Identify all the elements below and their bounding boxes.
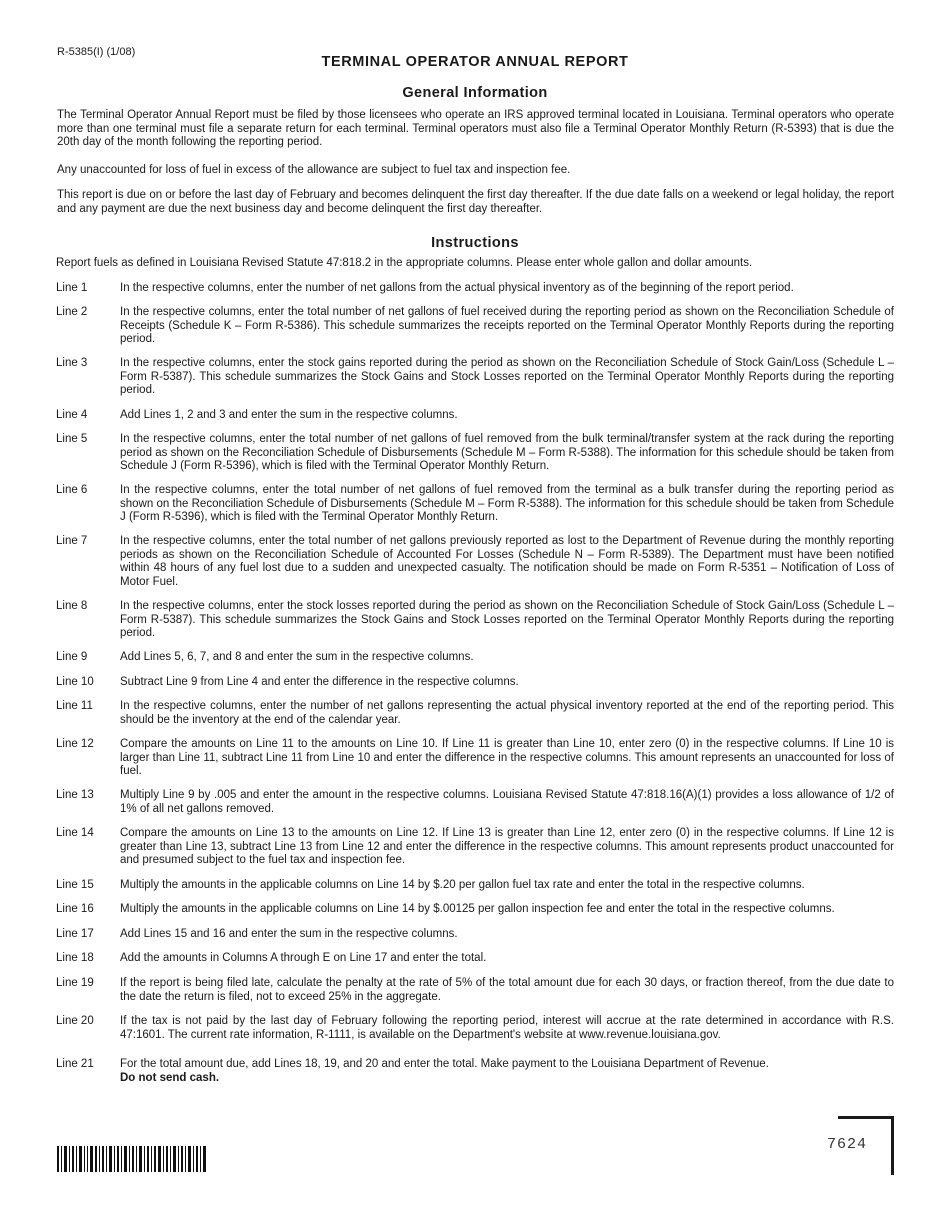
line-label: Line 17: [56, 928, 94, 940]
general-paragraph: This report is due on or before the last day of February and becomes delinquent the first day thereafter. If the due date falls on a weekend or legal holiday, the report and any payment are due the next business day and become delinquent the first day thereafter.: [57, 189, 894, 215]
form-number: 7624: [827, 1136, 868, 1153]
line-label: Line 11: [56, 700, 93, 712]
line-label: Line 2: [56, 306, 88, 318]
line-label: Line 15: [56, 879, 94, 891]
instruction-line: [56, 879, 894, 893]
instruction-line: [56, 1058, 894, 1085]
instruction-line: [56, 433, 894, 474]
instruction-line: [56, 1015, 894, 1042]
instructions-heading: Instructions: [431, 235, 519, 251]
line-text: If the tax is not paid by the last day of February following the reporting period, interest will accrue at the rate determined in accordance with R.S. 47:1601. The current rate information, R-1111, is available on the Department's website at www.revenue.louisiana.gov.: [120, 1015, 894, 1041]
line-text: Subtract Line 9 from Line 4 and enter the difference in the respective columns.: [120, 676, 519, 688]
instruction-line: [56, 738, 894, 779]
line-text-body: For the total amount due, add Lines 18, 19, and 20 and enter the total. Make payment to the Louisiana Department of Revenue.: [120, 1058, 769, 1070]
instruction-line: [56, 600, 894, 641]
line-text: Compare the amounts on Line 11 to the amounts on Line 10. If Line 11 is greater than Line 10, enter zero (0) in the respective columns. If Line 10 is larger than Line 11, subtract Line 11 from Line 10 and enter the difference in the respective columns. This amount represents an unaccounted for loss of fuel.: [120, 738, 894, 778]
line-label: Line 4: [56, 409, 88, 421]
line-text: In the respective columns, enter the total number of net gallons previously reported as lost to the Department of Revenue during the monthly reporting periods as shown on the Reconciliation Schedule of Accounted For Losses (Schedule N – Form R-5389). The Department must have been notified within 48 hours of any fuel lost due to a sudden and unexpected casualty. The notification should be made on Form R-5351 – Notification of Loss of Motor Fuel.: [120, 535, 894, 588]
line-text: In the respective columns, enter the stock gains reported during the period as shown on the Reconciliation Schedule of Stock Gain/Loss (Schedule L – Form R-5387). This schedule summarizes the Stock Gains and Stock Losses reported on the Terminal Operator Monthly Reports during the reporting period.: [120, 357, 894, 397]
general-paragraph: Any unaccounted for loss of fuel in excess of the allowance are subject to fuel tax and inspection fee.: [57, 164, 571, 176]
line-text: [120, 1058, 894, 1085]
line-text: Multiply the amounts in the applicable columns on Line 14 by $.00125 per gallon inspection fee and enter the total in the respective columns.: [120, 903, 835, 915]
page-title: TERMINAL OPERATOR ANNUAL REPORT: [321, 54, 629, 70]
instruction-line: [56, 357, 894, 398]
instruction-line: [56, 282, 894, 296]
line-label: Line 7: [56, 535, 88, 547]
instructions-intro: Report fuels as defined in Louisiana Revised Statute 47:818.2 in the appropriate columns. Please enter whole gallon and dollar amounts.: [56, 257, 753, 269]
line-text: Add Lines 5, 6, 7, and 8 and enter the sum in the respective columns.: [120, 651, 474, 663]
instruction-line: [56, 676, 894, 690]
line-label: Line 8: [56, 600, 88, 612]
line-text: In the respective columns, enter the total number of net gallons of fuel removed from the bulk terminal/transfer system at the rack during the reporting period as shown on the Reconciliation Schedule of Disbursements (Schedule M – Form R-5388). The information for this schedule should be taken from Schedule J (Form R-5396), which is filed with the Terminal Operator Monthly Return.: [120, 433, 894, 473]
line-text: In the respective columns, enter the stock losses reported during the period as shown on the Reconciliation Schedule of Stock Gain/Loss (Schedule L – Form R-5387). This schedule summarizes the Stock Gains and Stock Losses reported on the Terminal Operator Monthly Reports during the reporting period.: [120, 600, 894, 640]
line-text: Multiply Line 9 by .005 and enter the amount in the respective columns. Louisiana Revised Statute 47:818.16(A)(1) provides a loss allowance of 1/2 of 1% of all net gallons removed.: [120, 789, 894, 815]
line-label: Line 1: [56, 282, 88, 294]
line-label: Line 13: [56, 789, 94, 801]
line-label: Line 21: [56, 1058, 94, 1070]
line-text: In the respective columns, enter the total number of net gallons of fuel received during the reporting period as shown on the Reconciliation Schedule of Receipts (Schedule K – Form R-5386). This schedule summarizes the receipts reported on the Terminal Operator Monthly Reports during the reporting period.: [120, 306, 894, 346]
line-text: In the respective columns, enter the number of net gallons from the actual physical inventory as of the beginning of the report period.: [120, 282, 794, 294]
instruction-line: [56, 651, 894, 665]
line-label: Line 3: [56, 357, 88, 369]
line-label: Line 12: [56, 738, 94, 750]
instruction-line: [56, 952, 894, 966]
line-text: Compare the amounts on Line 13 to the amounts on Line 12. If Line 13 is greater than Line 12, enter zero (0) in the respective columns. If Line 12 is greater than Line 13, subtract Line 13 from Line 12 and enter the difference in the respective columns. This amount represents product unaccounted for and presumed subject to the fuel tax and inspection fee.: [120, 827, 894, 867]
instruction-line: [56, 700, 894, 727]
instruction-line: [56, 903, 894, 917]
line-label: Line 5: [56, 433, 88, 445]
instruction-line: [56, 409, 894, 423]
general-paragraph: The Terminal Operator Annual Report must be filed by those licensees who operate an IRS approved terminal located in Louisiana. Terminal operators who operate more than one terminal must file a separate return for each terminal. Terminal operators must also file a Terminal Operator Monthly Return (R-5393) that is due the 20th day of the month following the reporting period.: [57, 109, 894, 149]
instruction-line: [56, 484, 894, 525]
instruction-line: [56, 306, 894, 347]
line-label: Line 9: [56, 651, 88, 663]
instruction-line: [56, 928, 894, 942]
do-not-send-cash: Do not send cash.: [120, 1071, 220, 1084]
barcode: [57, 1146, 207, 1172]
line-text: Add Lines 15 and 16 and enter the sum in the respective columns.: [120, 928, 458, 940]
instruction-line: [56, 827, 894, 868]
line-text: In the respective columns, enter the number of net gallons representing the actual physical inventory reported at the end of the reporting period. This should be the inventory at the end of the calendar year.: [120, 700, 894, 726]
line-label: Line 19: [56, 977, 94, 989]
line-label: Line 18: [56, 952, 94, 964]
line-label: Line 20: [56, 1015, 94, 1027]
line-label: Line 14: [56, 827, 94, 839]
line-text: In the respective columns, enter the total number of net gallons of fuel removed from the terminal as a bulk transfer during the reporting period as shown on the Reconciliation Schedule of Disbursements (Schedule M – Form R-5388). The information for this schedule should be taken from Schedule J (Form R-5396), which is filed with the Terminal Operator Monthly Return.: [120, 484, 894, 524]
line-text: Add the amounts in Columns A through E on Line 17 and enter the total.: [120, 952, 487, 964]
form-id: R-5385(I) (1/08): [57, 46, 136, 58]
instruction-line: [56, 977, 894, 1004]
instruction-line: [56, 535, 894, 589]
line-text: Add Lines 1, 2 and 3 and enter the sum in the respective columns.: [120, 409, 458, 421]
line-label: Line 10: [56, 676, 94, 688]
line-text: Multiply the amounts in the applicable columns on Line 14 by $.20 per gallon fuel tax rate and enter the total in the respective columns.: [120, 879, 805, 891]
instruction-line: [56, 789, 894, 816]
general-heading: General Information: [402, 85, 548, 101]
line-text: If the report is being filed late, calculate the penalty at the rate of 5% of the total amount due for each 30 days, or fraction thereof, from the due date to the date the return is filed, not to exceed 25% in the aggregate.: [120, 977, 894, 1003]
line-label: Line 6: [56, 484, 88, 496]
line-label: Line 16: [56, 903, 94, 915]
